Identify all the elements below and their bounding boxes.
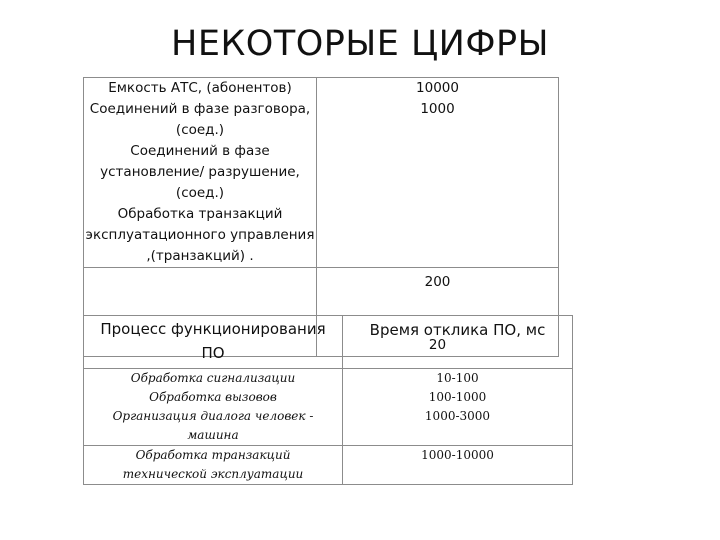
label-line: Соединений в фазе xyxy=(130,143,270,159)
value-100-1000: 100-1000 xyxy=(428,390,487,404)
label-line: Емкость АТС, (абонентов) xyxy=(108,80,292,96)
label-line: Соединений в фазе разговора, xyxy=(89,101,311,117)
label-line: (соед.) xyxy=(175,122,225,138)
response-time-table xyxy=(83,315,573,485)
label-line: (соед.) xyxy=(175,185,225,201)
value-10000: 10000 xyxy=(416,80,459,96)
value-1000-10000: 1000-10000 xyxy=(421,448,494,462)
capacity-values-cell xyxy=(317,78,559,268)
value-1000: 1000 xyxy=(420,101,455,117)
header-process-line: Процесс функционирования xyxy=(100,320,326,338)
value-200: 200 xyxy=(424,274,451,290)
label-line: эксплуатационного управления xyxy=(85,227,315,243)
label-line: Обработка вызовов xyxy=(149,390,277,404)
capacity-labels-cell xyxy=(84,78,317,268)
value-1000-3000: 1000-3000 xyxy=(424,409,491,423)
label-line: установление/ разрушение, xyxy=(100,164,300,180)
value-20: 20 xyxy=(428,337,447,353)
process-labels-cell-2 xyxy=(84,446,343,485)
label-line: машина xyxy=(187,428,239,442)
response-values-cell xyxy=(343,369,573,446)
label-line: ,(транзакций) . xyxy=(146,248,254,264)
header-process-line: ПО xyxy=(201,344,225,362)
response-values-cell-2 xyxy=(343,446,573,485)
process-labels-cell xyxy=(84,369,343,446)
value-10-100: 10-100 xyxy=(436,371,479,385)
label-line: технической эксплуатации xyxy=(122,467,304,481)
label-line: Организация диалога человек - xyxy=(112,409,314,423)
page-title: НЕКОТОРЫЕ ЦИФРЫ xyxy=(171,24,549,64)
label-line: Обработка сигнализации xyxy=(130,371,296,385)
header-process xyxy=(84,316,343,369)
label-line: Обработка транзакций xyxy=(117,206,283,222)
label-line: Обработка транзакций xyxy=(135,448,291,462)
header-response-time: Время отклика ПО, мс xyxy=(343,316,573,369)
